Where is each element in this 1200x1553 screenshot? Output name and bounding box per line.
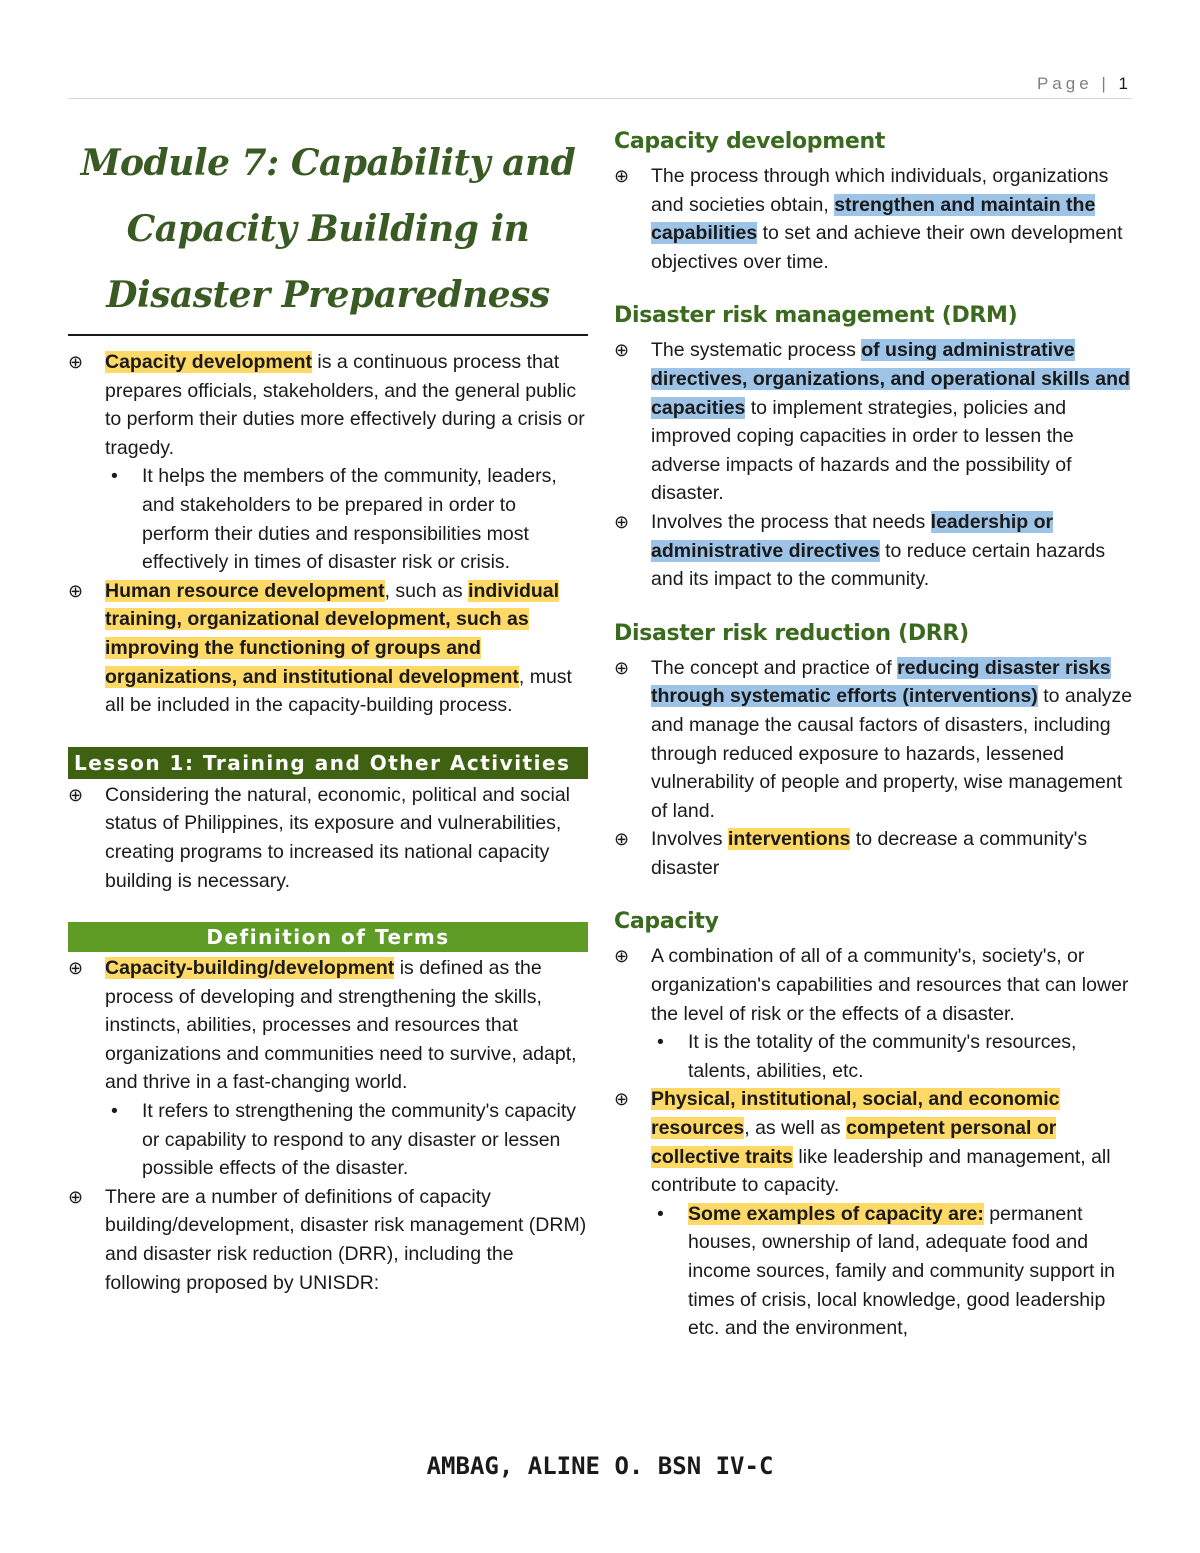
bullet-icon: •	[657, 1031, 664, 1054]
text: is defined as the process of developing and strengthening the skills, instincts, abilities, processes and resources that organizations and communities need to survive, adapt, and thrive in a fast-changing world.	[105, 957, 577, 1094]
list-item	[614, 336, 1134, 508]
sub-list-item	[68, 462, 588, 576]
text: to decrease a community's disaster	[651, 828, 1088, 879]
highlight: competent personal or collective traits	[651, 1117, 1057, 1168]
text: It is the totality of the community's resources, talents, abilities, etc.	[688, 1031, 1077, 1082]
list-item	[614, 942, 1134, 1028]
circle-plus-icon: ⊕	[614, 946, 630, 967]
circle-plus-icon: ⊕	[614, 166, 630, 186]
circle-plus-icon: ⊕	[614, 829, 630, 850]
circle-plus-icon: ⊕	[68, 784, 84, 805]
text: to set and achieve their own development objectives over time.	[651, 222, 1123, 273]
sub-list-item	[614, 1200, 1134, 1343]
left-column	[68, 130, 588, 1297]
highlight: individual training, organizational development, such as improving the functioning of groups and organizations, and institutional development	[105, 579, 560, 688]
title-line-2: Capacity Building in	[126, 208, 530, 250]
list-item	[68, 348, 588, 462]
section-heading-capacity: Capacity	[614, 909, 719, 935]
lesson-heading: Lesson 1: Training and Other Activities	[68, 747, 588, 779]
title-divider	[68, 334, 588, 336]
section-heading-drm: Disaster risk management (DRM)	[614, 303, 1018, 329]
list-item	[614, 654, 1134, 826]
bullet-icon: •	[657, 1202, 664, 1225]
list-item	[614, 162, 1134, 276]
circle-plus-icon: ⊕	[68, 352, 84, 372]
spacer	[614, 882, 1134, 906]
title-line-1: Module 7: Capability and	[80, 142, 576, 184]
right-column	[614, 126, 1134, 1343]
module-title	[68, 130, 588, 328]
definition-heading: Definition of Terms	[68, 922, 588, 952]
text: A combination of all of a community's, society's, or organization's capabilities and resources that can lower the level of risk or the effects of a disaster.	[651, 945, 1129, 1025]
section-heading-drr: Disaster risk reduction (DRR)	[614, 620, 969, 646]
page-number-value: 1	[1118, 74, 1128, 93]
highlight: Capacity-building/development	[105, 957, 395, 980]
spacer	[614, 276, 1134, 300]
circle-plus-icon: ⊕	[614, 1089, 630, 1110]
circle-plus-icon: ⊕	[614, 657, 630, 678]
footer-author: AMBAG, ALINE O. BSN IV-C	[426, 1452, 774, 1480]
text: Involves	[651, 828, 728, 851]
text: The process through which individuals, organizations and societies obtain,	[651, 165, 1109, 216]
circle-plus-icon: ⊕	[68, 958, 84, 979]
circle-plus-icon: ⊕	[68, 580, 84, 601]
list-item	[68, 577, 588, 720]
text: , such as	[384, 579, 469, 602]
sub-list-item	[614, 1028, 1134, 1085]
highlight: Human resource development	[105, 579, 385, 602]
text: permanent houses, ownership of land, adequate food and income sources, family and community support in times of crisis, local knowledge, good leadership etc. and the environment,	[688, 1202, 1116, 1340]
highlight: interventions	[727, 828, 851, 851]
text: is a continuous process that prepares officials, stakeholders, and the general public to perform their duties more effectively during a crisis or tragedy.	[105, 351, 585, 459]
text: to analyze and manage the causal factors of disasters, including through reduced exposure to hazards, lessened vulnerability of people and property, wise management of land.	[651, 685, 1133, 822]
highlight: leadership or administrative directives	[651, 510, 1054, 562]
text: It helps the members of the community, leaders, and stakeholders to be prepared in order to perform their duties and responsibilities most effectively in times of disaster risk or crisis.	[142, 465, 557, 574]
list-item	[614, 508, 1134, 594]
text: , must all be included in the capacity-building process.	[105, 665, 572, 717]
list-item	[68, 1183, 588, 1297]
bullet-icon: •	[111, 1100, 118, 1123]
text: The concept and practice of	[651, 656, 898, 679]
sub-list-item	[68, 1097, 588, 1183]
text: The systematic process	[651, 339, 862, 362]
spacer	[614, 594, 1134, 618]
text: Involves the process that needs	[651, 510, 931, 533]
highlight: of using administrative directives, organizations, and operational skills and capacities	[651, 339, 1130, 419]
page-number: Page | 1	[1036, 74, 1128, 93]
highlight: Some examples of capacity are:	[688, 1202, 984, 1225]
text: There are a number of definitions of capacity building/development, disaster risk management (DRM) and disaster risk reduction (DRR), including the following proposed by UNISDR:	[105, 1185, 587, 1294]
text: to implement strategies, policies and improved coping capacities in order to lessen the adverse impacts of hazards and the possibility of disaster.	[651, 396, 1074, 505]
text: to reduce certain hazards and its impact to the community.	[651, 539, 1106, 591]
circle-plus-icon: ⊕	[614, 340, 630, 361]
page-label: Page	[1036, 74, 1093, 93]
highlight: reducing disaster risks through systematic efforts (interventions)	[651, 656, 1111, 708]
list-item	[68, 954, 588, 1097]
list-item	[614, 1085, 1134, 1199]
bullet-icon: •	[111, 465, 118, 488]
text: It refers to strengthening the community's capacity or capability to respond to any disaster or lessen possible effects of the disaster.	[142, 1100, 577, 1180]
title-line-3: Disaster Preparedness	[106, 274, 550, 316]
text: like leadership and management, all contribute to capacity.	[651, 1145, 1111, 1197]
circle-plus-icon: ⊕	[68, 1186, 84, 1207]
list-item	[68, 781, 588, 895]
text: , as well as	[744, 1117, 847, 1140]
list-item	[614, 825, 1134, 882]
highlight: strengthen and maintain the capabilities	[651, 193, 1096, 245]
circle-plus-icon: ⊕	[614, 511, 630, 532]
text: Considering the natural, economic, political and social status of Philippines, its exposure and vulnerabilities, creating programs to increased its national capacity building is necessary.	[105, 783, 571, 892]
highlight: Physical, institutional, social, and economic resources	[651, 1088, 1060, 1140]
page-header	[68, 72, 1132, 99]
section-heading-capacity-development: Capacity development	[614, 129, 886, 154]
highlight: Capacity development	[105, 351, 312, 373]
